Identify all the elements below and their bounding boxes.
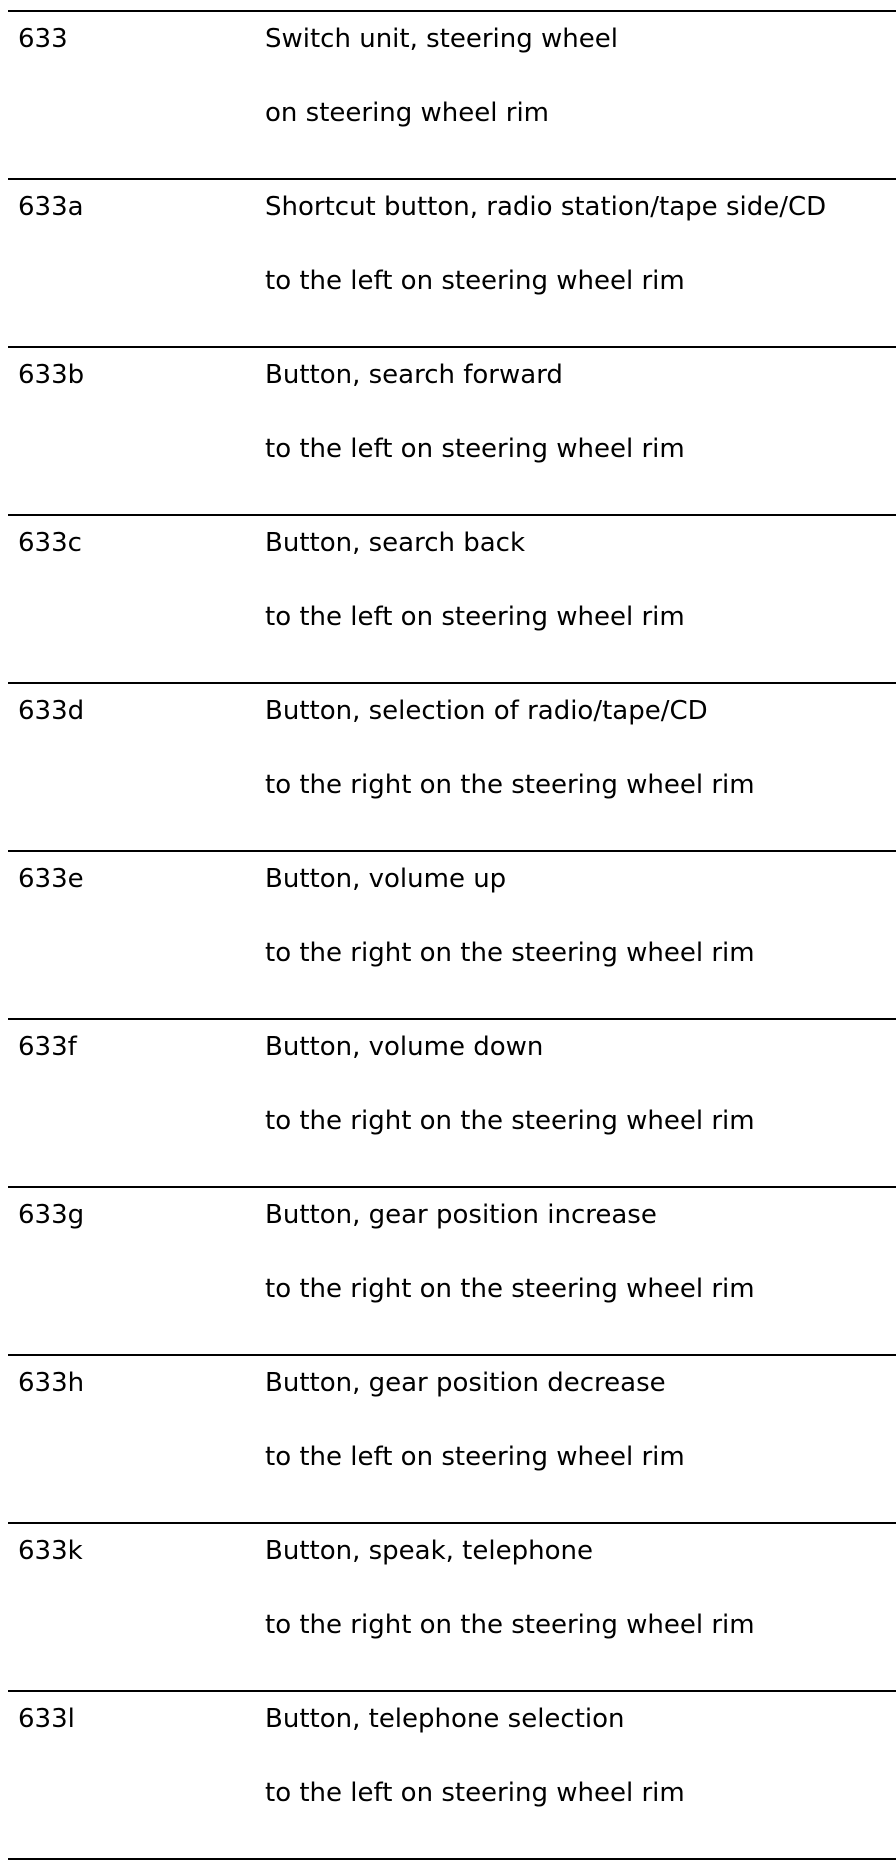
component-title: Button, telephone selection bbox=[265, 1704, 625, 1734]
table-bottom-rule bbox=[8, 1858, 896, 1860]
component-code: 633b bbox=[18, 360, 85, 390]
table-row bbox=[8, 850, 896, 1018]
table-row bbox=[8, 1186, 896, 1354]
component-location: to the right on the steering wheel rim bbox=[265, 1610, 755, 1640]
component-code: 633a bbox=[18, 192, 84, 222]
component-code: 633k bbox=[18, 1536, 83, 1566]
component-title: Button, volume up bbox=[265, 864, 507, 894]
component-code: 633f bbox=[18, 1032, 77, 1062]
component-location: to the left on steering wheel rim bbox=[265, 1442, 685, 1472]
table-row bbox=[8, 1018, 896, 1186]
component-location: to the left on steering wheel rim bbox=[265, 602, 685, 632]
component-title: Button, search back bbox=[265, 528, 526, 558]
table-row bbox=[8, 346, 896, 514]
component-location: to the left on steering wheel rim bbox=[265, 266, 685, 296]
component-code: 633h bbox=[18, 1368, 85, 1398]
component-code: 633c bbox=[18, 528, 82, 558]
component-title: Button, search forward bbox=[265, 360, 563, 390]
component-title: Switch unit, steering wheel bbox=[265, 24, 618, 54]
component-location: to the left on steering wheel rim bbox=[265, 434, 685, 464]
component-code: 633d bbox=[18, 696, 85, 726]
component-title: Button, speak, telephone bbox=[265, 1536, 593, 1566]
component-title: Shortcut button, radio station/tape side/CD bbox=[265, 192, 827, 222]
component-title: Button, gear position decrease bbox=[265, 1368, 666, 1398]
component-title: Button, gear position increase bbox=[265, 1200, 657, 1230]
component-title: Button, volume down bbox=[265, 1032, 544, 1062]
component-location: to the right on the steering wheel rim bbox=[265, 938, 755, 968]
table-row bbox=[8, 1690, 896, 1858]
component-location: to the right on the steering wheel rim bbox=[265, 1106, 755, 1136]
component-location: to the right on the steering wheel rim bbox=[265, 1274, 755, 1304]
component-code: 633g bbox=[18, 1200, 85, 1230]
table-row bbox=[8, 1354, 896, 1522]
component-location: on steering wheel rim bbox=[265, 98, 550, 128]
component-location: to the right on the steering wheel rim bbox=[265, 770, 755, 800]
component-location: to the left on steering wheel rim bbox=[265, 1778, 685, 1808]
component-code: 633 bbox=[18, 24, 68, 54]
component-title: Button, selection of radio/tape/CD bbox=[265, 696, 708, 726]
table-row bbox=[8, 514, 896, 682]
table-row bbox=[8, 10, 896, 178]
component-code: 633e bbox=[18, 864, 84, 894]
component-code: 633l bbox=[18, 1704, 75, 1734]
table-row bbox=[8, 1522, 896, 1690]
component-table bbox=[8, 0, 896, 1860]
table-row bbox=[8, 682, 896, 850]
table-row bbox=[8, 178, 896, 346]
